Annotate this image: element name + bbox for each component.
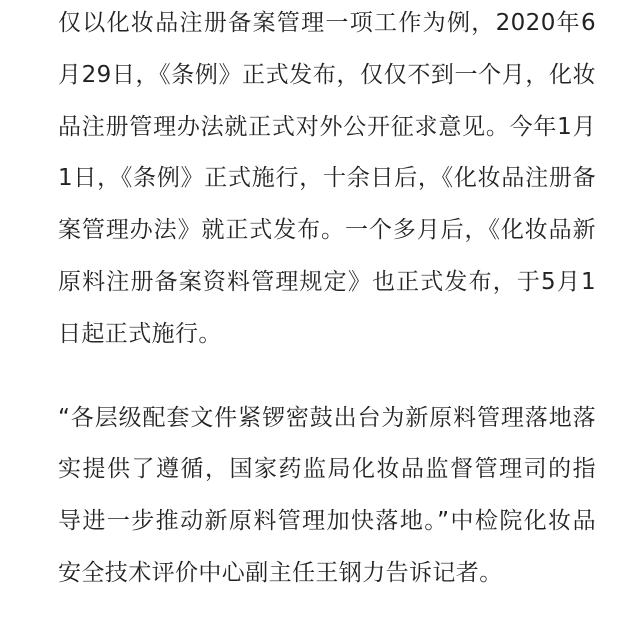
paragraph-registration-timeline: 仅以化妆品注册备案管理一项工作为例，2020年6月29日，《条例》正式发布，仅仅不到一个月，化妆品注册管理办法就正式对外公开征求意见。今年1月1日，《条例》正式施行，十余日后，《化妆品注册备案管理办法》就正式发布。一个多月后，《化妆品新原料注册备案资料管理规定》也正式发布，于5月1日起正式施行。 [58, 10, 596, 347]
paragraph-expert-quote: “各层级配套文件紧锣密鼓出台为新原料管理落地落实提供了遵循，国家药监局化妆品监督管理司的指导进一步推动新原料管理加快落地。”中检院化妆品安全技术评价中心副主任王钢力告诉记者。 [58, 404, 596, 586]
